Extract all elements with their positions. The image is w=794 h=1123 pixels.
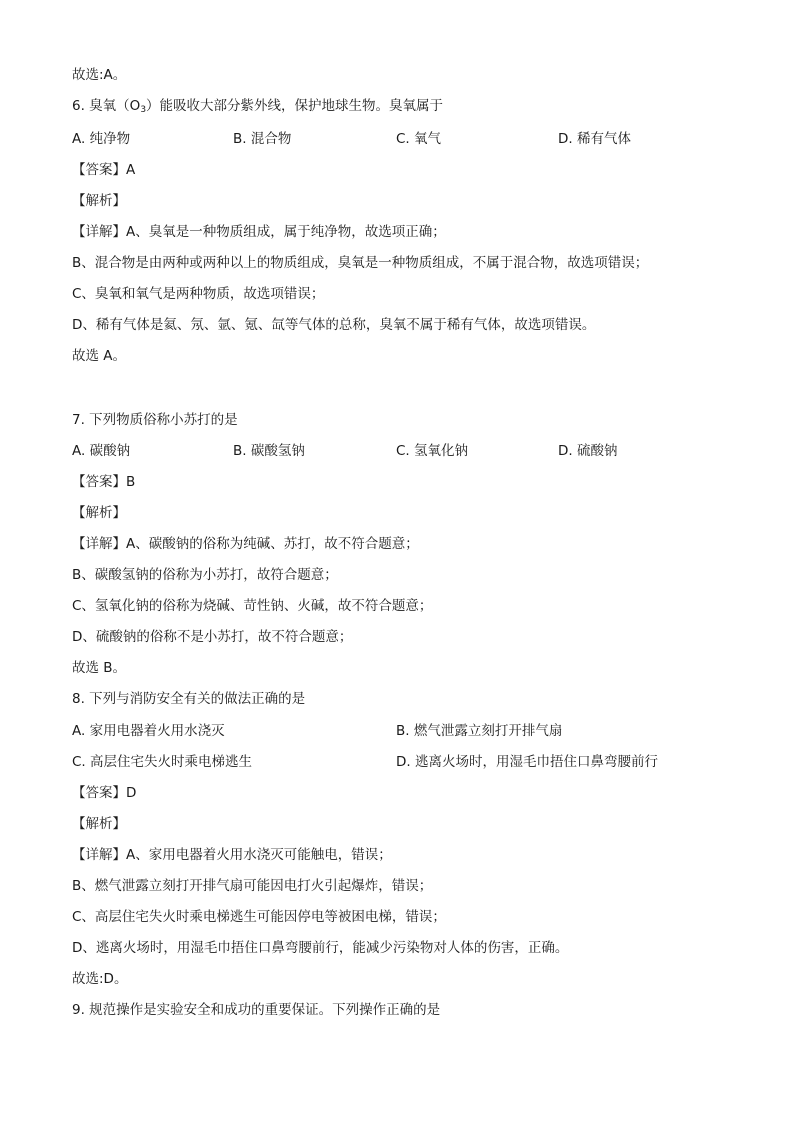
q6-stem [72, 97, 443, 119]
q6-stem-pre: 6. 臭氧（O [72, 98, 141, 114]
q6-option-c: C. 氧气 [396, 131, 442, 147]
q7-conclusion: 故选 B。 [72, 660, 127, 676]
q6-answer: 【答案】A [72, 162, 136, 178]
q6-detail-2: B、混合物是由两种或两种以上的物质组成，臭氧是一种物质组成，不属于混合物，故选项错误； [72, 255, 649, 271]
q6-stem-sub: 3 [140, 105, 147, 115]
q7-option-b: B. 碳酸氢钠 [233, 443, 305, 459]
q6-detail-4: D、稀有气体是氦、氖、氩、氪、氙等气体的总称，臭氧不属于稀有气体，故选项错误。 [72, 317, 596, 333]
q7-answer: 【答案】B [72, 474, 136, 490]
q8-detail-3: C、高层住宅失火时乘电梯逃生可能因停电等被困电梯，错误； [72, 909, 446, 925]
q8-detail-4: D、逃离火场时，用湿毛巾捂住口鼻弯腰前行，能减少污染物对人体的伤害，正确。 [72, 940, 569, 956]
q8-option-d: D. 逃离火场时，用湿毛巾捂住口鼻弯腰前行 [396, 754, 658, 770]
q6-stem-post: ）能吸收大部分紫外线，保护地球生物。臭氧属于 [146, 98, 444, 114]
q6-option-a: A. 纯净物 [72, 131, 131, 147]
q8-stem: 8. 下列与消防安全有关的做法正确的是 [72, 691, 306, 707]
q7-option-d: D. 硫酸钠 [558, 443, 618, 459]
q9-stem: 9. 规范操作是实验安全和成功的重要保证。下列操作正确的是 [72, 1002, 441, 1018]
q8-detail-1: 【详解】A、家用电器着火用水浇灭可能触电，错误； [72, 847, 392, 863]
q8-conclusion: 故选:D。 [72, 971, 128, 987]
q8-option-b: B. 燃气泄露立刻打开排气扇 [396, 723, 563, 739]
q6-detail-3: C、臭氧和氧气是两种物质，故选项错误； [72, 286, 325, 302]
q7-analysis-label: 【解析】 [72, 505, 126, 521]
q7-detail-4: D、硫酸钠的俗称不是小苏打，故不符合题意； [72, 629, 353, 645]
q5-conclusion: 故选:A。 [72, 67, 127, 83]
q7-detail-3: C、氢氧化钠的俗称为烧碱、苛性钠、火碱，故不符合题意； [72, 598, 433, 614]
q8-answer: 【答案】D [72, 785, 137, 801]
q6-option-b: B. 混合物 [233, 131, 292, 147]
q8-analysis-label: 【解析】 [72, 816, 126, 832]
q6-conclusion: 故选 A。 [72, 348, 127, 364]
q7-detail-2: B、碳酸氢钠的俗称为小苏打，故符合题意； [72, 567, 338, 583]
q7-stem: 7. 下列物质俗称小苏打的是 [72, 412, 238, 428]
q8-option-c: C. 高层住宅失火时乘电梯逃生 [72, 754, 253, 770]
q8-option-a: A. 家用电器着火用水浇灭 [72, 723, 225, 739]
q7-option-c: C. 氢氧化钠 [396, 443, 469, 459]
q6-analysis-label: 【解析】 [72, 193, 126, 209]
q6-detail-1: 【详解】A、臭氧是一种物质组成，属于纯净物，故选项正确； [72, 224, 446, 240]
q7-option-a: A. 碳酸钠 [72, 443, 131, 459]
q7-detail-1: 【详解】A、碳酸钠的俗称为纯碱、苏打，故不符合题意； [72, 536, 419, 552]
q6-option-d: D. 稀有气体 [558, 131, 631, 147]
q8-detail-2: B、燃气泄露立刻打开排气扇可能因电打火引起爆炸，错误； [72, 878, 433, 894]
